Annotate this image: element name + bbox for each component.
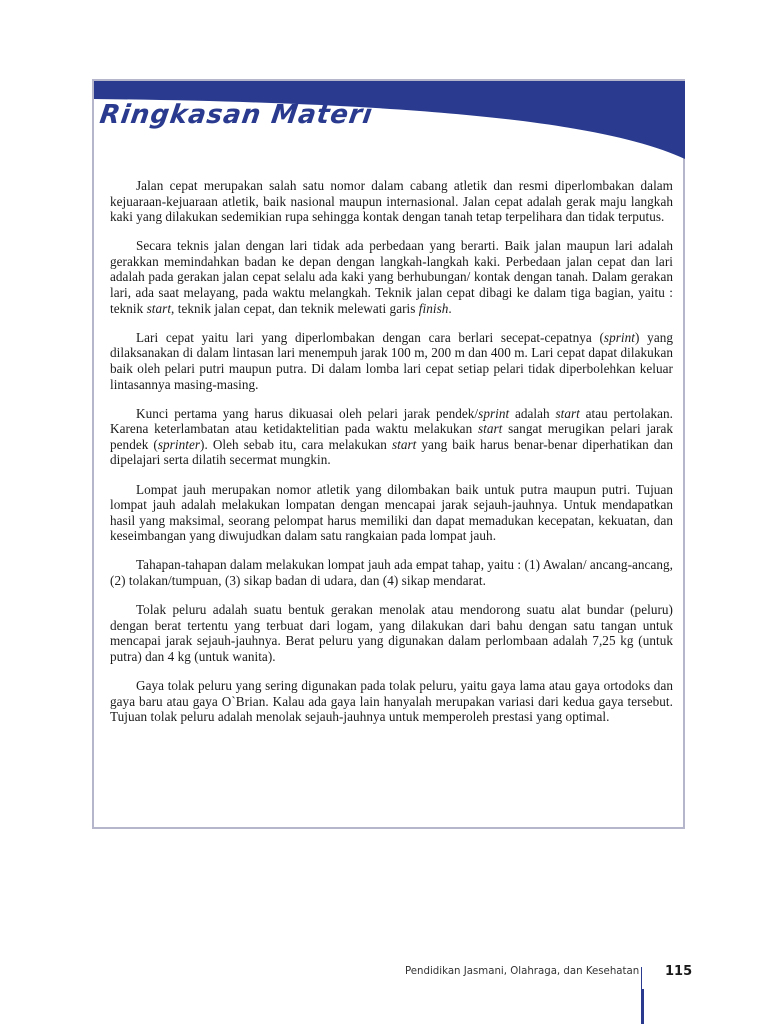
footer-divider-accent [641, 989, 644, 1024]
page-number: 115 [665, 964, 693, 979]
text-run: Secara teknis jalan dengan lari tidak ada perbedaan yang berarti. Baik jalan maupun lari adalah gerakkan memindahkan badan ke depan dengan langkah-langkah kaki. Perbedaan jalan cepat dan lari adalah pada gerakan jalan cepat selalu ada kaki yang berhubungan/ kontak dengan tanah. Dalam gerakan lari, ada saat melayang, pada waktu melangkah. Teknik jalan cepat dibagi ke dalam tiga bagian, yaitu : teknik [110, 238, 673, 316]
paragraph [110, 178, 673, 225]
summary-content [110, 178, 673, 738]
text-run: yang baik harus benar-benar diperhatikan dan dipelajari serta dilatih secermat mungkin. [110, 436, 674, 468]
italic-term: sprint [478, 405, 510, 421]
text-run: Tahapan-tahapan dalam melakukan lompat jauh ada empat tahap, yaitu : (1) Awalan/ ancang-ancang, (2) tolakan/tumpuan, (3) sikap badan di udara, dan (4) sikap mendarat. [110, 557, 673, 588]
text-run: Kunci pertama yang harus dikuasai oleh pelari jarak pendek/ [136, 405, 479, 421]
footer-book-title: Pendidikan Jasmani, Olahraga, dan Kesehatan [405, 966, 640, 977]
text-run: Lompat jauh merupakan nomor atletik yang dilombakan baik untuk putra maupun putri. Tujuan lompat jauh adalah melakukan lompatan dengan mencapai jarak sejauh-jauhnya. Untuk mendapatkan hasil yang maksimal, seorang pelompat harus memiliki dan dapat memadukan kecepatan, kekuatan, dan keseimbangan yang diwujudkan dalam satu rangkaian pada lompat jauh. [110, 481, 673, 544]
paragraph [110, 678, 673, 725]
italic-term: sprint [603, 329, 636, 345]
text-run: ). Oleh sebab itu, cara melakukan [200, 436, 392, 452]
text-run: Tolak peluru adalah suatu bentuk gerakan menolak atau mendorong suatu alat bundar (peluru) dengan berat tertentu yang terbuat dari logam, yang dilakukan dari bahu dengan satu tangan untuk mencapai jarak sejauh-jauhnya. Berat peluru yang digunakan dalam perlombaan adalah 7,25 kg (untuk putra) dan 4 kg (untuk wanita). [110, 602, 673, 664]
italic-term: sprinter [157, 436, 201, 452]
italic-term: start [391, 436, 417, 452]
italic-term: start [146, 300, 172, 316]
paragraph [110, 238, 673, 316]
summary-box [92, 79, 685, 829]
paragraph [110, 330, 673, 392]
text-run: ) yang dilaksanakan di dalam lintasan lari menempuh jarak 100 m, 200 m dan 400 m. Lari cepat dapat dilakukan baik oleh pelari putri maupun putra. Di dalam lomba lari cepat setiap pelari tidak diperbolehkan keluar lintasannya masing-masing. [110, 329, 674, 392]
text-run: adalah [509, 405, 556, 421]
text-run: . [448, 300, 452, 316]
italic-term: finish [418, 300, 449, 316]
text-run: Lari cepat yaitu lari yang diperlombakan dengan cara berlari secepat-cepatnya ( [136, 329, 604, 345]
text-run: , teknik jalan cepat, dan teknik melewati garis [171, 300, 419, 316]
footer-divider [641, 967, 642, 991]
text-run: atau pertolakan. Karena keterlambatan atau ketidaktelitian pada waktu melakukan [110, 405, 674, 437]
paragraph [110, 557, 673, 588]
italic-term: start [477, 421, 503, 437]
text-run: Gaya tolak peluru yang sering digunakan pada tolak peluru, yaitu gaya lama atau gaya ortodoks dan gaya baru atau gaya O`Brian. Kalau ada gaya lain hanyalah merupakan variasi dari kedua gaya tersebut. Tujuan tolak peluru adalah menolak sejauh-jauhnya untuk memperoleh prestasi yang optimal. [110, 677, 673, 725]
italic-term: start [555, 405, 580, 421]
paragraph [110, 482, 673, 544]
text-run: sangat merugikan pelari jarak pendek ( [110, 421, 673, 452]
text-run: Jalan cepat merupakan salah satu nomor dalam cabang atletik dan resmi diperlombakan dalam kejuaraan-kejuaraan atletik, baik nasional maupun internasional. Jalan cepat adalah gerak maju langkah kaki yang dilakukan sedemikian rupa sehingga kontak dengan tanah tetap terpelihara dan tidak terputus. [110, 178, 673, 225]
paragraph [110, 602, 673, 664]
section-title: Ringkasan Materi [97, 100, 375, 130]
paragraph [110, 406, 673, 468]
